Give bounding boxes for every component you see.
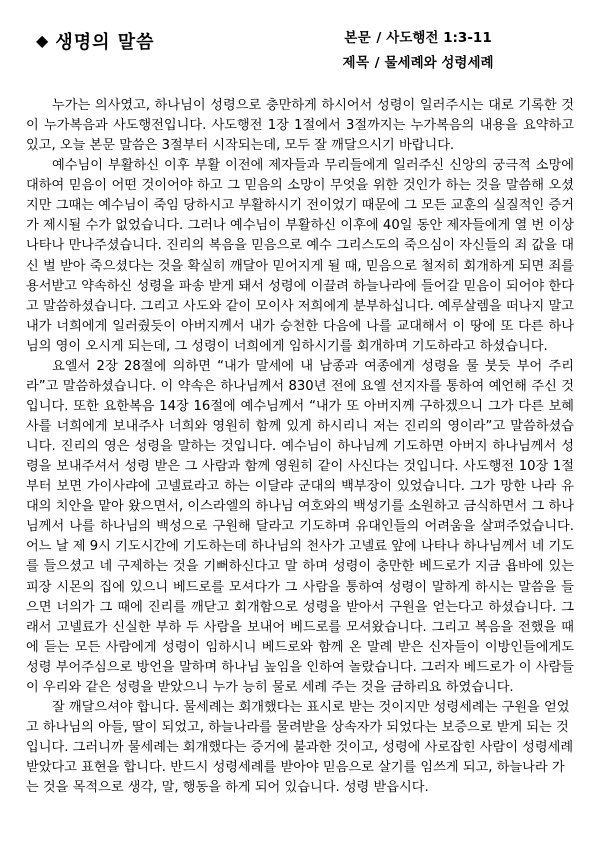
diamond-bullet-icon: ◆ bbox=[36, 31, 50, 50]
scripture-meta bbox=[268, 26, 568, 76]
page-title-text: 생명의 말씀 bbox=[55, 32, 155, 53]
paragraph-2: 예수님이 부활하신 이후 부활 이전에 제자들과 무리들에게 일러주신 신앙의 궁극적 소망에 대하여 믿음이 어떤 것이어야 하고 그 믿음의 소망이 무엇을 위한 것인가 하는 것을 말씀해 오셨지만 그때는 예수님이 죽임 당하시고 부활하시기 전이었기 때문에 그 모든 교훈의 실질적인 증거가 제시될 수가 없었습니다. 그러나 예수님이 부활하신 이후에 40일 동안 제자들에게 열 번 이상 나타나 만나주셨습니다. 진리의 복음을 믿음으로 예수 그리스도의 죽으심이 자신들의 죄 값을 대신 벌 받아 죽으셨다는 것을 확실히 깨달아 믿어지게 될 때, 믿음으로 철저히 회개하게 되면 죄를 용서받고 약속하신 성령을 파송 받게 돼서 성령에 이끌려 하늘나라에 들어갈 믿음이 되어야 한다고 말씀하셨습니다. 그리고 사도와 같이 모이사 저희에게 분부하십니다. 예루살렘을 떠나지 말고 내가 너희에게 일러줬듯이 아버지께서 내가 승천한 다음에 나를 교대해서 이 땅에 또 다른 하나님의 영이 오시게 되는데, 그 성령이 너희에게 임하시기를 회개하며 기도하라고 하셨습니다. bbox=[26, 158, 574, 354]
meta-value-passage: 사도행전 1:3-11 bbox=[386, 30, 492, 46]
meta-row-passage bbox=[268, 26, 568, 51]
meta-label-passage: 본문 bbox=[344, 30, 372, 46]
sermon-body bbox=[26, 96, 574, 798]
meta-separator-subject: / bbox=[374, 54, 380, 71]
paragraph-4: 잘 깨달으셔야 합니다. 물세례는 회개했다는 표시로 받는 것이지만 성령세례는 구원을 얻었고 하나님의 아들, 딸이 되었고, 하늘나라를 물려받을 상속자가 되었다는 보증으로 받게 되는 것입니다. 그러니까 물세례는 회개했다는 증거에 불과한 것이고, 성령에 사로잡힌 사람이 성령세례 받았다고 표현을 합니다. 반드시 성령세례를 받아야 믿음으로 살기를 임쓰게 되고, 하늘나라 가는 것을 목적으로 생각, 말, 행동을 하게 되어 있습니다. 성령 받읍시다. bbox=[26, 699, 574, 796]
meta-value-subject: 물세례와 성령세례 bbox=[384, 54, 494, 71]
page-title bbox=[36, 28, 155, 54]
document-header bbox=[26, 26, 574, 92]
meta-row-subject bbox=[268, 51, 568, 76]
meta-label-subject: 제목 bbox=[342, 54, 370, 71]
paragraph-3: 요엘서 2장 28절에 의하면 “내가 말세에 내 남종과 여종에게 성령을 물 붓듯 부어 주리라”고 말씀하셨습니다. 이 약속은 하나님께서 830년 전에 요엘 선지자를 통하여 예언해 주신 것입니다. 또한 요한복음 14장 16절에 예수님께서 “내가 또 아버지께 구하겠으니 그가 다른 보혜사를 너희에게 보내주사 너희와 영원히 함께 있게 하시리니 저는 진리의 영이라”고 말씀하셨습니다. 진리의 영은 성령을 말하는 것입니다. 예수님이 하나님께 기도하면 아버지 하나님께서 성령을 보내주셔서 성령 받은 그 사람과 함께 영원히 같이 사신다는 것입니다. 사도행전 10장 1절부터 보면 가이사랴에 고넬료라고 하는 이달랴 군대의 백부장이 있었습니다. 그가 망한 나라 유대의 치안을 맡아 왔으면서, 이스라엘의 하나님 여호와의 백성기를 소원하고 금식하면서 그 하나님께서 나를 하나님의 백성으로 구원해 달라고 기도하며 유대인들의 어려움을 살펴주었습니다. 어느 날 제 9시 기도시간에 기도하는데 하나님의 천사가 고넬료 앞에 나타나 하나님께서 네 기도를 들으셨고 네 구제하는 것을 기뻐하신다고 말 하며 성령이 충만한 베드로가 지금 욥바에 있는 피장 시몬의 집에 있으니 베드로를 모셔다가 그 사람을 통하여 성령이 말하게 하시는 말씀을 들으면 너의가 그 때에 진리를 깨닫고 회개함으로 성령을 받아서 구원을 얻는다고 하셨습니다. 그래서 고넬료가 신실한 부하 두 사람을 보내어 베드로를 모셔왔습니다. 그리고 복음을 전했을 때에 듣는 모든 사람에게 성령이 임하시니 베드로와 함께 온 말례 받은 신자들이 이방인들에게도 성령 부어주심으로 방언을 말하며 하나님 높임을 인하여 놀랐습니다. 그러자 베드로가 이 사람들이 우리와 같은 성령을 받았으니 누가 능히 물로 세례 주는 것을 금하리요 하였습니다. bbox=[26, 358, 574, 695]
paragraph-1: 누가는 의사였고, 하나님이 성령으로 충만하게 하시어서 성령이 일러주시는 대로 기록한 것이 누가복음과 사도행전입니다. 사도행전 1장 1절에서 3절까지는 누가복음의 내용을 요약하고 있고, 오늘 본문 말씀은 3절부터 시작되는데, 모두 잘 깨달으시기 바랍니다. bbox=[26, 98, 574, 154]
meta-separator-passage: / bbox=[376, 30, 382, 46]
